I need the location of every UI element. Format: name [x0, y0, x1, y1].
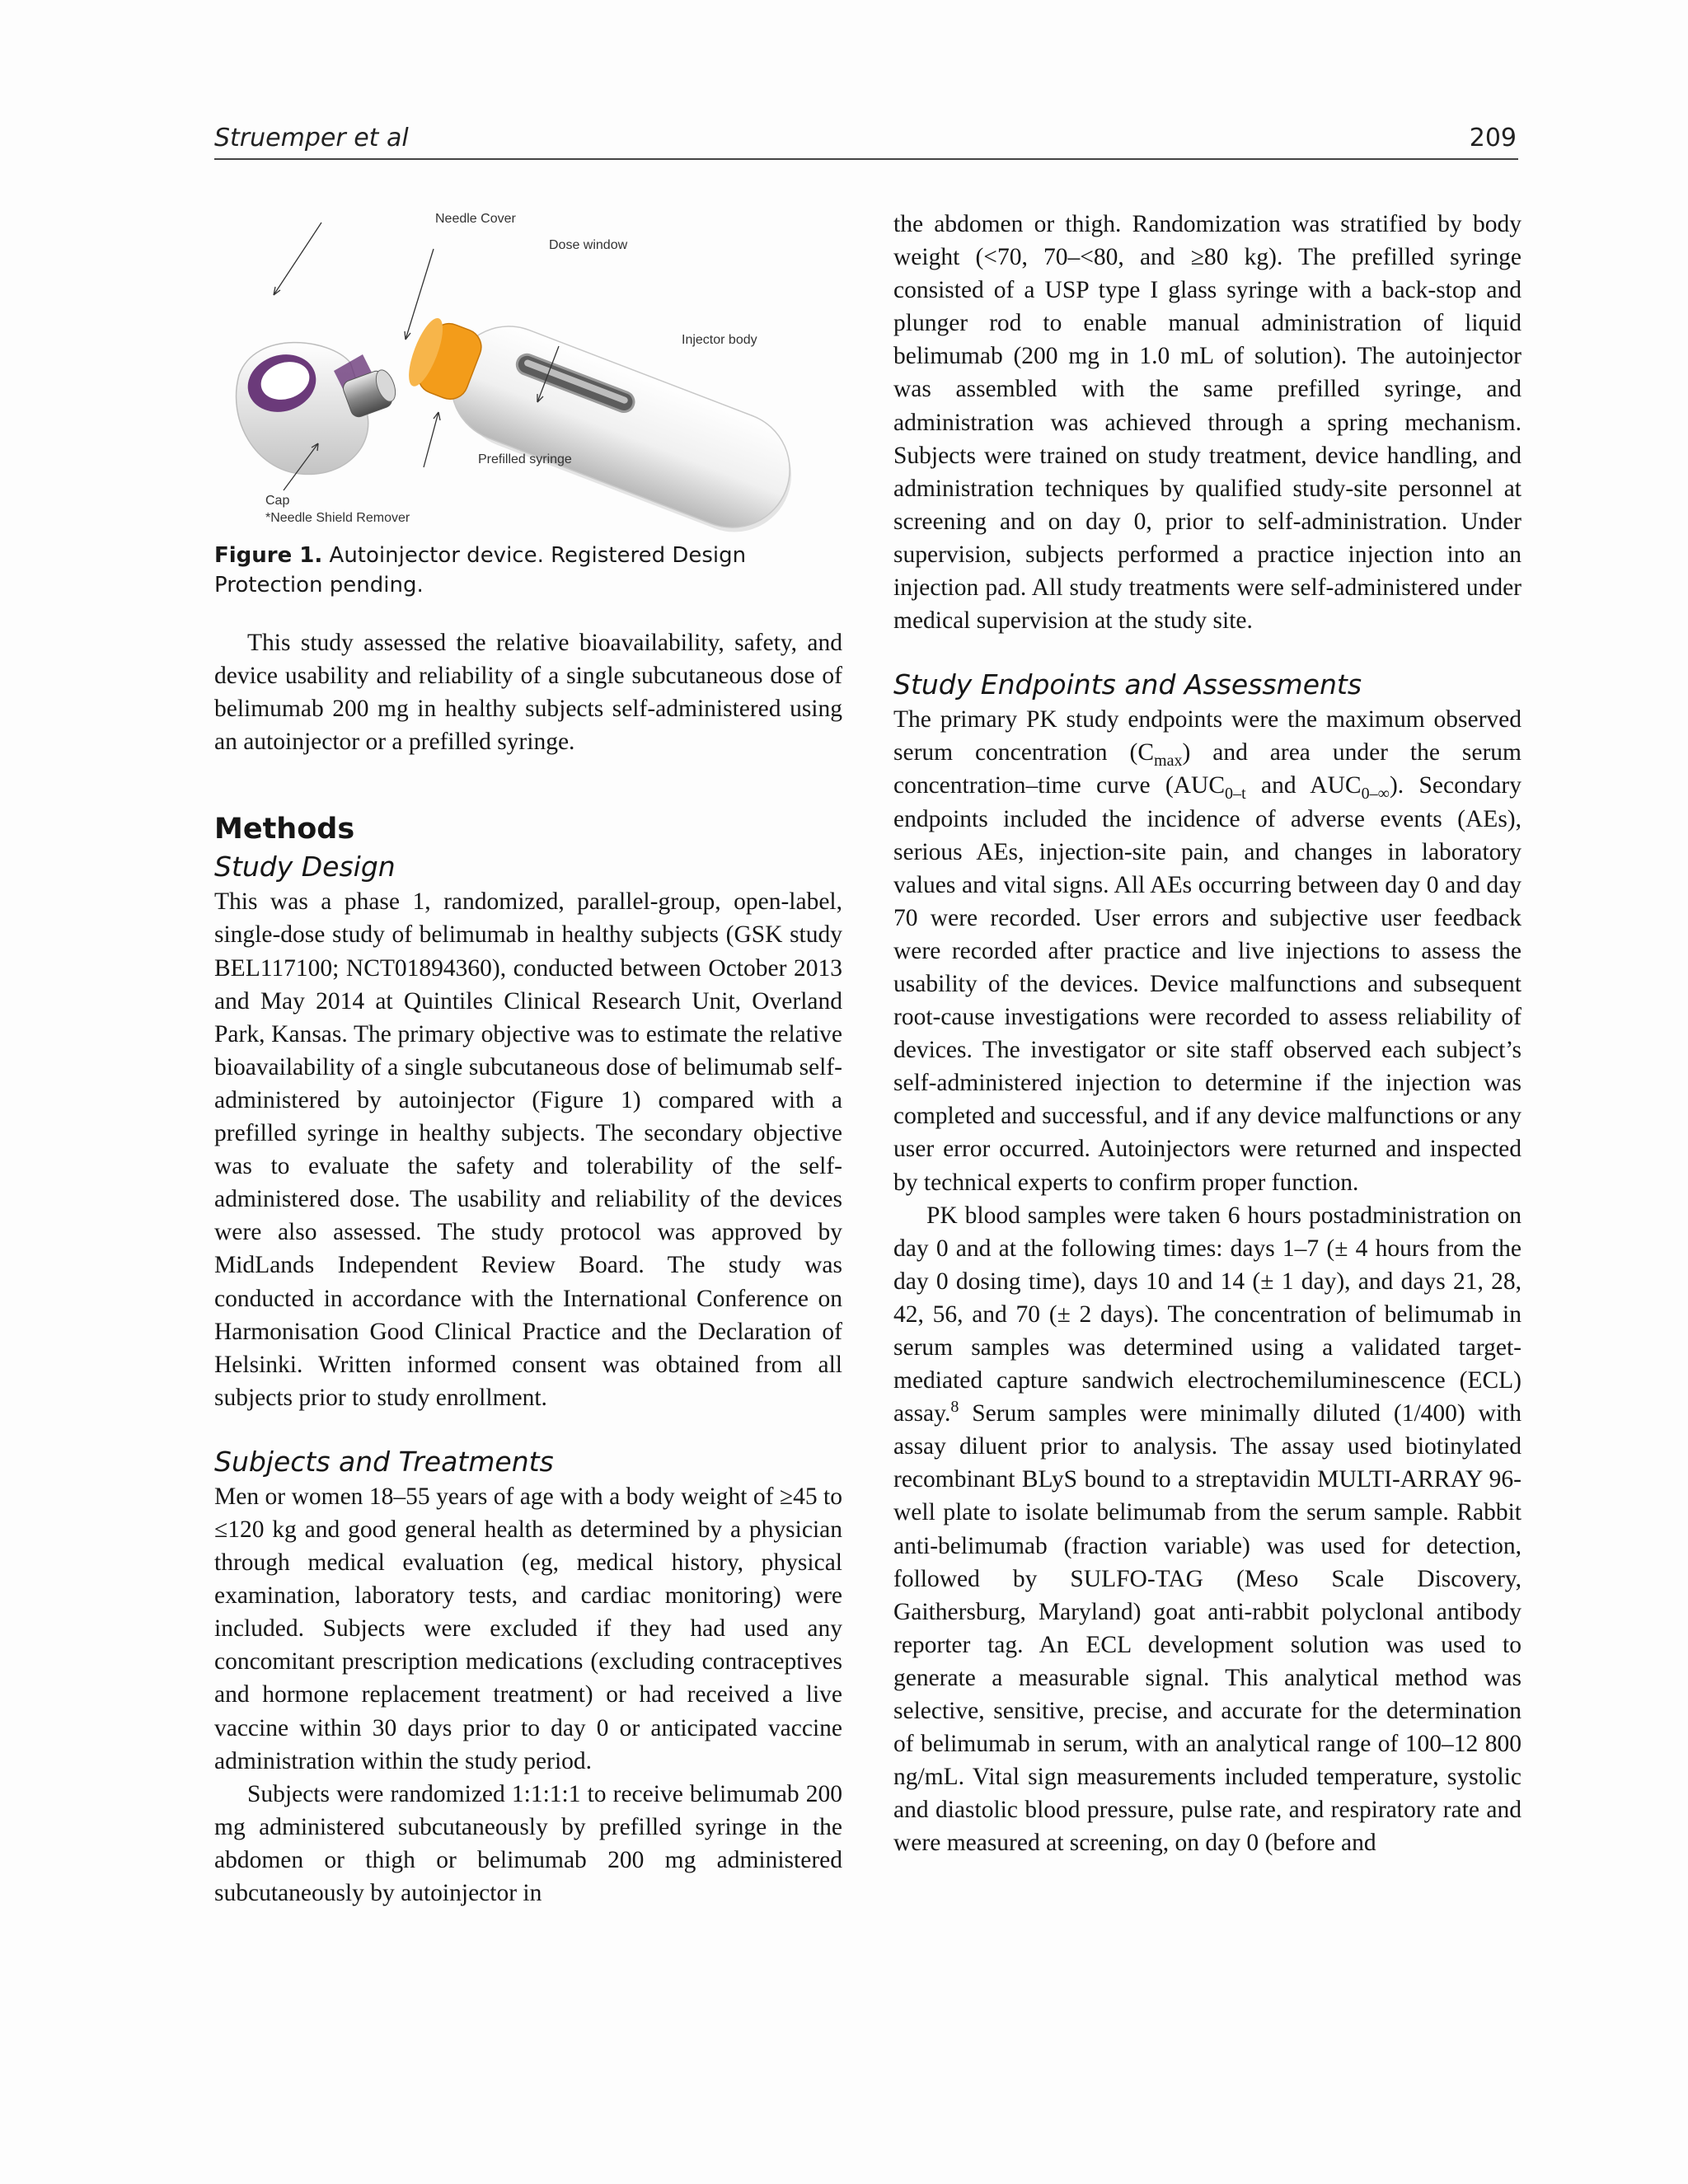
pk-paragraph: PK blood samples were taken 6 hours postadministration on day 0 and at the following times: days 1–7 (± 4 hours from the day 0 dosing time), days 10 and 14 (± 1 day), and days 21, 28, 42, 56, and 70 (± 2 days). The concentration of belimumab in serum samples was determined using a validated target-mediated capture sandwich electrochemiluminescence (ECL) assay.$^8$ Serum samples were minimally diluted (1/400) with assay diluent prior to analysis. The assay used biotinylated recombinant BLyS bound to a streptavidin MULTI-ARRAY 96-well plate to isolate belimumab from the serum sample. Rabbit anti-belimumab (fraction variable) was used for detection, followed by SULFO-TAG (Meso Scale Discovery, Gaithersburg, Maryland) goat anti-rabbit polyclonal antibody reporter tag. An ECL development solution was used to generate a measurable signal. This analytical method was selective, sensitive, precise, and accurate for the determination of belimumab in serum, with an analytical range of 100–12 800 ng/mL. Vital sign measurements included temperature, systolic and diastolic blood pressure, pulse rate, and respiratory rate and were measured at screening, on day 0 (before and [893, 1202, 1522, 1857]
autoinjector-illustration [223, 198, 849, 536]
endpoints-paragraph: The primary PK study endpoints were the maximum observed serum concentration $(C_{max})$ and area under the serum concentration–time curve ($AUC_{0-t}$ and $AUC_{0-\infty}$). Secondary endpoints included the incidence of adverse events (AEs), serious AEs, injection-site pain, and changes in laboratory values and vital signs. All AEs occurring between day 0 and day 70 were recorded. User errors and subjective user feedback were recorded after practice and live injections to assess the usability of the devices. Device malfunctions and subsequent root-cause investigations were recorded to assess reliability of devices. The investigator or site staff observed each subject’s self-administered injection to determine if the injection was completed and successful, and if any device malfunctions or any user error occurred. Autoinjectors were returned and inspected by technical experts to confirm proper function. [893, 706, 1522, 1196]
figure-caption-label: Figure 1. [214, 543, 323, 568]
injector-body [393, 294, 809, 536]
figure-caption-text: Autoinjector device. Registered Design Protection pending. [214, 543, 747, 598]
subjects-paragraph-2: Subjects were randomized 1:1:1:1 to receive belimumab 200 mg administered subcutaneously by prefilled syringe in the abdomen or thigh or belimumab 200 mg administered subcutaneously by autoinjector in [214, 1780, 842, 1906]
page-number: 209 [1469, 124, 1517, 152]
subhead-subjects-treatments: Subjects and Treatments [214, 1445, 554, 1478]
reference-8[interactable]: 8 [950, 1398, 959, 1417]
intro-paragraph: This study assessed the relative bioavailability, safety, and device usability and reliability of a single subcutaneous dose of belimumab 200 mg in healthy subjects self-administered using an autoinjector or a prefilled syringe. [214, 630, 842, 756]
label-prefilled-syringe: Prefilled syringe [478, 452, 572, 466]
cap-needle-shield-remover [237, 343, 400, 475]
running-head [214, 124, 1517, 157]
study-design-paragraph: This was a phase 1, randomized, parallel-group, open-label, single-dose study of belimumab in healthy subjects (GSK study BEL117100; NCT01894360), conducted between October 2013 and May 2014 at Quintiles Clinical Research Unit, Overland Park, Kansas. The primary objective was to estimate the relative bioavailability of a single subcutaneous dose of belimumab self-administered by autoinjector (Figure 1) compared with a prefilled syringe in healthy subjects. The secondary objective was to evaluate the safety and tolerability of the self-administered dose. The usability and reliability of the devices were also assessed. The study protocol was approved by MidLands Independent Review Board. The study was conducted in accordance with the International Conference on Harmonisation Good Clinical Practice and the Declaration of Helsinki. Written informed consent was obtained from all subjects prior to study enrollment. [214, 888, 842, 1411]
figure-caption [214, 541, 842, 600]
label-dose-window: Dose window [549, 238, 628, 252]
header-rule [214, 158, 1518, 160]
running-head-authors: Struemper et al [214, 124, 409, 152]
label-needle-shield-remover: *Needle Shield Remover [265, 511, 410, 525]
subhead-endpoints-assessments: Study Endpoints and Assessments [893, 668, 1362, 701]
figure-autoinjector [223, 198, 849, 536]
label-needle-cover: Needle Cover [435, 212, 516, 226]
label-injector-body: Injector body [682, 333, 757, 347]
section-title-methods: Methods [214, 813, 355, 846]
subhead-study-design: Study Design [214, 851, 396, 883]
left-column [214, 626, 842, 1910]
subjects-paragraph-1: Men or women 18–55 years of age with a body weight of ≥45 to ≤120 kg and good general health as determined by a physician through medical evaluation (eg, medical history, physical examination, laboratory tests, and cardiac monitoring) were included. Subjects were excluded if they had used any concomitant prescription medications (excluding contraceptives and hormone replacement treatment) or had received a live vaccine within 30 days prior to day 0 or anticipated vaccine administration within the study period. [214, 1483, 842, 1774]
treatments-continued-paragraph: the abdomen or thigh. Randomization was stratified by body weight (<70, 70–<80, and ≥80 kg). The prefilled syringe consisted of a USP type I glass syringe with a back-stop and plunger rod to enable manual administration of liquid belimumab (200 mg in 1.0 mL of solution). The autoinjector was assembled with the same prefilled syringe, and administration was achieved through a spring mechanism. Subjects were trained on study treatment, device handling, and administration techniques by qualified study-site personnel at screening and on day 0, prior to self-administration. Under supervision, subjects performed a practice injection into an injection pad. All study treatments were self-administered under medical supervision at the study site. [893, 211, 1522, 635]
right-column [893, 208, 1522, 1860]
label-cap: Cap [265, 494, 290, 508]
